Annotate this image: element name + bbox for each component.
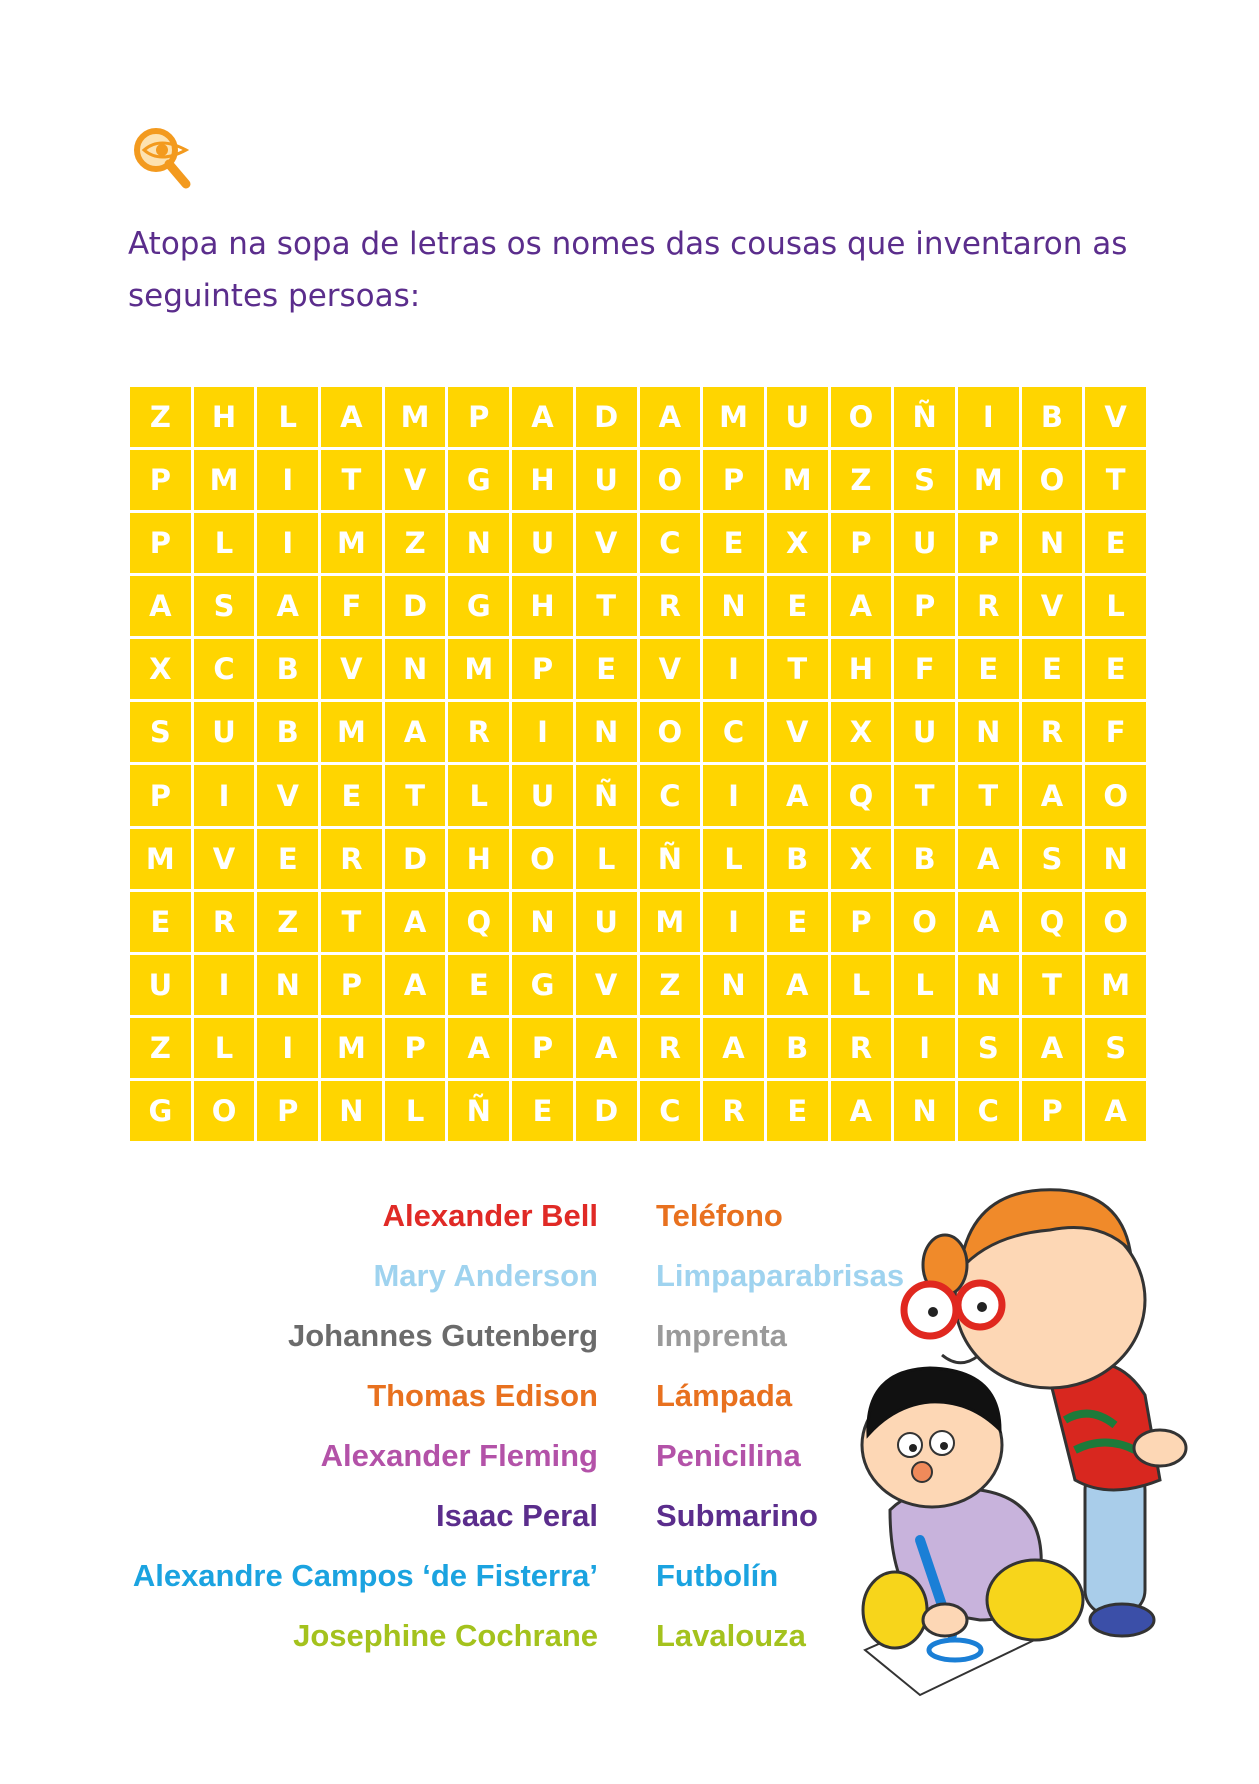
grid-cell[interactable]: A — [767, 955, 828, 1015]
instructions-line-2: seguintes persoas: — [128, 278, 421, 314]
grid-cell[interactable]: R — [958, 576, 1019, 636]
grid-cell[interactable]: M — [958, 450, 1019, 510]
grid-cell[interactable]: T — [321, 450, 382, 510]
grid-cell[interactable]: I — [958, 387, 1019, 447]
grid-cell[interactable]: R — [448, 702, 509, 762]
grid-cell[interactable]: X — [767, 513, 828, 573]
grid-cell[interactable]: U — [576, 892, 637, 952]
grid-cell[interactable]: R — [640, 1018, 701, 1078]
grid-cell[interactable]: L — [257, 387, 318, 447]
grid-cell[interactable]: V — [385, 450, 446, 510]
grid-cell[interactable]: R — [321, 829, 382, 889]
grid-cell[interactable]: P — [385, 1018, 446, 1078]
grid-cell[interactable]: F — [894, 639, 955, 699]
grid-cell[interactable]: Q — [448, 892, 509, 952]
grid-cell[interactable]: N — [1022, 513, 1083, 573]
grid-cell[interactable]: R — [1022, 702, 1083, 762]
grid-cell[interactable]: T — [894, 765, 955, 825]
grid-cell[interactable]: M — [321, 513, 382, 573]
grid-cell[interactable]: P — [703, 450, 764, 510]
inventor-list — [100, 1186, 598, 1666]
grid-cell[interactable]: H — [512, 450, 573, 510]
grid-cell[interactable]: Z — [130, 1018, 191, 1078]
grid-cell[interactable]: A — [576, 1018, 637, 1078]
grid-cell[interactable]: L — [831, 955, 892, 1015]
grid-cell[interactable]: T — [321, 892, 382, 952]
invention-name: Lámpada — [656, 1378, 793, 1413]
grid-cell[interactable]: V — [576, 955, 637, 1015]
grid-cell[interactable]: C — [194, 639, 255, 699]
grid-cell[interactable]: X — [831, 829, 892, 889]
grid-cell[interactable]: I — [894, 1018, 955, 1078]
grid-cell[interactable]: A — [385, 892, 446, 952]
grid-cell[interactable]: P — [130, 513, 191, 573]
grid-cell[interactable]: E — [576, 639, 637, 699]
invention-name: Submarino — [656, 1498, 818, 1533]
grid-cell[interactable]: S — [130, 702, 191, 762]
grid-cell[interactable]: P — [512, 1018, 573, 1078]
grid-cell[interactable]: V — [257, 765, 318, 825]
grid-cell[interactable]: P — [130, 765, 191, 825]
grid-cell[interactable]: O — [894, 892, 955, 952]
grid-cell[interactable]: A — [831, 1081, 892, 1141]
grid-cell[interactable]: B — [257, 639, 318, 699]
grid-cell[interactable]: N — [894, 1081, 955, 1141]
inventor-name: Isaac Peral — [435, 1498, 598, 1533]
grid-cell[interactable]: A — [1022, 1018, 1083, 1078]
grid-cell[interactable]: U — [576, 450, 637, 510]
grid-cell[interactable]: T — [576, 576, 637, 636]
grid-cell[interactable]: I — [257, 1018, 318, 1078]
inventor-name: Johannes Gutenberg — [287, 1318, 598, 1353]
grid-cell[interactable]: G — [512, 955, 573, 1015]
grid-cell[interactable]: Q — [831, 765, 892, 825]
grid-cell[interactable]: D — [385, 576, 446, 636]
grid-cell[interactable]: O — [1022, 450, 1083, 510]
grid-cell[interactable]: E — [512, 1081, 573, 1141]
grid-cell[interactable]: G — [130, 1081, 191, 1141]
grid-cell[interactable]: V — [640, 639, 701, 699]
invention-name: Limpaparabrisas — [656, 1258, 905, 1293]
grid-cell[interactable]: B — [257, 702, 318, 762]
inventor-name: Alexander Bell — [382, 1198, 598, 1233]
grid-cell[interactable]: D — [576, 1081, 637, 1141]
grid-cell[interactable]: I — [194, 765, 255, 825]
grid-cell[interactable]: N — [958, 955, 1019, 1015]
grid-cell[interactable]: M — [194, 450, 255, 510]
grid-cell[interactable]: R — [831, 1018, 892, 1078]
grid-cell[interactable]: N — [448, 513, 509, 573]
grid-cell[interactable]: R — [194, 892, 255, 952]
instructions — [128, 218, 1128, 322]
grid-cell[interactable]: M — [385, 387, 446, 447]
grid-cell[interactable]: A — [385, 702, 446, 762]
grid-cell[interactable]: P — [831, 513, 892, 573]
grid-cell[interactable]: N — [257, 955, 318, 1015]
grid-cell[interactable]: E — [1085, 513, 1146, 573]
grid-cell[interactable]: S — [1085, 1018, 1146, 1078]
grid-cell[interactable]: E — [1022, 639, 1083, 699]
grid-cell[interactable]: U — [767, 387, 828, 447]
instructions-line-1: Atopa na sopa de letras os nomes das cousas que inventaron as — [128, 226, 1128, 262]
grid-cell[interactable]: U — [130, 955, 191, 1015]
grid-cell[interactable]: Ñ — [576, 765, 637, 825]
grid-cell[interactable]: A — [640, 387, 701, 447]
grid-cell[interactable]: P — [257, 1081, 318, 1141]
grid-cell[interactable]: A — [1022, 765, 1083, 825]
grid-cell[interactable]: E — [703, 513, 764, 573]
grid-cell[interactable]: U — [512, 513, 573, 573]
grid-cell[interactable]: M — [321, 1018, 382, 1078]
grid-cell[interactable]: H — [831, 639, 892, 699]
grid-cell[interactable]: X — [130, 639, 191, 699]
magnifier-eye-icon — [126, 126, 196, 194]
grid-cell[interactable]: B — [894, 829, 955, 889]
grid-cell[interactable]: E — [130, 892, 191, 952]
grid-cell[interactable]: M — [767, 450, 828, 510]
grid-cell[interactable]: Ñ — [640, 829, 701, 889]
grid-cell[interactable]: Z — [831, 450, 892, 510]
grid-cell[interactable]: C — [703, 702, 764, 762]
grid-cell[interactable]: D — [385, 829, 446, 889]
grid-cell[interactable]: T — [958, 765, 1019, 825]
grid-cell[interactable]: A — [257, 576, 318, 636]
grid-cell[interactable]: L — [1085, 576, 1146, 636]
grid-cell[interactable]: L — [385, 1081, 446, 1141]
grid-cell[interactable]: O — [640, 702, 701, 762]
grid-cell[interactable]: B — [767, 1018, 828, 1078]
grid-cell[interactable]: N — [703, 576, 764, 636]
grid-cell[interactable]: Q — [1022, 892, 1083, 952]
grid-cell[interactable]: F — [1085, 702, 1146, 762]
grid-cell[interactable]: Ñ — [448, 1081, 509, 1141]
invention-name: Lavalouza — [656, 1618, 806, 1653]
grid-cell[interactable]: A — [512, 387, 573, 447]
grid-cell[interactable]: M — [130, 829, 191, 889]
grid-cell[interactable]: M — [448, 639, 509, 699]
grid-cell[interactable]: G — [448, 450, 509, 510]
grid-cell[interactable]: E — [1085, 639, 1146, 699]
invention-name: Penicilina — [656, 1438, 801, 1473]
grid-cell[interactable]: E — [321, 765, 382, 825]
invention-name: Imprenta — [656, 1318, 787, 1353]
grid-cell[interactable]: A — [958, 892, 1019, 952]
grid-cell[interactable]: I — [512, 702, 573, 762]
grid-cell[interactable]: Z — [257, 892, 318, 952]
grid-cell[interactable]: I — [703, 765, 764, 825]
inventor-name: Josephine Cochrane — [293, 1618, 598, 1653]
grid-cell[interactable]: C — [640, 1081, 701, 1141]
grid-cell[interactable]: A — [321, 387, 382, 447]
grid-cell[interactable]: F — [321, 576, 382, 636]
grid-cell[interactable]: D — [576, 387, 637, 447]
grid-cell[interactable]: I — [703, 639, 764, 699]
grid-cell[interactable]: P — [448, 387, 509, 447]
kids-illustration — [860, 1180, 1205, 1700]
grid-cell[interactable]: E — [257, 829, 318, 889]
grid-cell[interactable]: P — [894, 576, 955, 636]
grid-cell[interactable]: B — [767, 829, 828, 889]
grid-cell[interactable]: E — [958, 639, 1019, 699]
grid-cell[interactable]: V — [767, 702, 828, 762]
grid-cell[interactable]: S — [894, 450, 955, 510]
grid-cell[interactable]: L — [894, 955, 955, 1015]
grid-cell[interactable]: P — [130, 450, 191, 510]
grid-cell[interactable]: R — [703, 1081, 764, 1141]
grid-cell[interactable]: T — [1085, 450, 1146, 510]
grid-cell[interactable]: O — [1085, 892, 1146, 952]
grid-cell[interactable]: N — [958, 702, 1019, 762]
grid-cell[interactable]: P — [512, 639, 573, 699]
grid-cell[interactable]: C — [640, 513, 701, 573]
grid-cell[interactable]: P — [958, 513, 1019, 573]
grid-cell[interactable]: V — [321, 639, 382, 699]
invention-name: Futbolín — [656, 1558, 779, 1593]
grid-cell[interactable]: H — [448, 829, 509, 889]
grid-cell[interactable]: B — [1022, 387, 1083, 447]
grid-cell[interactable]: E — [448, 955, 509, 1015]
grid-cell[interactable]: I — [257, 450, 318, 510]
grid-cell[interactable]: H — [194, 387, 255, 447]
grid-cell[interactable]: X — [831, 702, 892, 762]
grid-cell[interactable]: V — [1085, 387, 1146, 447]
grid-cell[interactable]: V — [576, 513, 637, 573]
grid-cell[interactable]: E — [767, 1081, 828, 1141]
grid-cell[interactable]: N — [321, 1081, 382, 1141]
grid-cell[interactable]: M — [640, 892, 701, 952]
grid-cell[interactable]: P — [321, 955, 382, 1015]
grid-cell[interactable]: A — [1085, 1081, 1146, 1141]
grid-cell[interactable]: L — [194, 1018, 255, 1078]
grid-cell[interactable]: I — [257, 513, 318, 573]
grid-cell[interactable]: E — [767, 892, 828, 952]
grid-cell[interactable]: O — [1085, 765, 1146, 825]
inventor-name: Alexandre Campos ‘de Fisterra’ — [132, 1558, 598, 1593]
grid-cell[interactable]: P — [1022, 1081, 1083, 1141]
grid-cell[interactable]: O — [640, 450, 701, 510]
grid-cell[interactable]: E — [767, 576, 828, 636]
grid-cell[interactable]: O — [512, 829, 573, 889]
grid-cell[interactable]: A — [831, 576, 892, 636]
grid-cell[interactable]: Z — [130, 387, 191, 447]
grid-cell[interactable]: L — [576, 829, 637, 889]
grid-cell[interactable]: H — [512, 576, 573, 636]
grid-cell[interactable]: Z — [385, 513, 446, 573]
grid-cell[interactable]: A — [958, 829, 1019, 889]
grid-cell[interactable]: L — [703, 829, 764, 889]
grid-cell[interactable]: P — [831, 892, 892, 952]
grid-cell[interactable]: O — [194, 1081, 255, 1141]
grid-cell[interactable]: A — [448, 1018, 509, 1078]
grid-cell[interactable]: A — [767, 765, 828, 825]
grid-cell[interactable]: A — [130, 576, 191, 636]
grid-cell[interactable]: G — [448, 576, 509, 636]
grid-cell[interactable]: N — [703, 955, 764, 1015]
grid-cell[interactable]: L — [448, 765, 509, 825]
grid-cell[interactable]: S — [958, 1018, 1019, 1078]
grid-cell[interactable]: T — [385, 765, 446, 825]
inventor-name: Alexander Fleming — [320, 1438, 598, 1473]
grid-cell[interactable]: U — [512, 765, 573, 825]
grid-cell[interactable]: N — [576, 702, 637, 762]
grid-cell[interactable]: T — [1022, 955, 1083, 1015]
grid-cell[interactable]: C — [958, 1081, 1019, 1141]
grid-cell[interactable]: I — [194, 955, 255, 1015]
grid-cell[interactable]: N — [385, 639, 446, 699]
grid-cell[interactable]: A — [385, 955, 446, 1015]
grid-cell[interactable]: C — [640, 765, 701, 825]
grid-cell[interactable]: V — [1022, 576, 1083, 636]
grid-cell[interactable]: U — [194, 702, 255, 762]
grid-cell[interactable]: O — [831, 387, 892, 447]
invention-name: Teléfono — [656, 1198, 783, 1233]
grid-cell[interactable]: Ñ — [894, 387, 955, 447]
grid-cell[interactable]: R — [640, 576, 701, 636]
grid-cell[interactable]: I — [703, 892, 764, 952]
inventor-name: Mary Anderson — [373, 1258, 598, 1293]
grid-cell[interactable]: M — [321, 702, 382, 762]
grid-cell[interactable]: N — [512, 892, 573, 952]
grid-cell[interactable]: U — [894, 513, 955, 573]
grid-cell[interactable]: V — [194, 829, 255, 889]
grid-cell[interactable]: T — [767, 639, 828, 699]
grid-cell[interactable]: M — [1085, 955, 1146, 1015]
grid-cell[interactable]: A — [703, 1018, 764, 1078]
grid-cell[interactable]: M — [703, 387, 764, 447]
grid-cell[interactable]: L — [194, 513, 255, 573]
grid-cell[interactable]: U — [894, 702, 955, 762]
grid-cell[interactable]: S — [1022, 829, 1083, 889]
inventor-name: Thomas Edison — [367, 1378, 598, 1413]
grid-cell[interactable]: Z — [640, 955, 701, 1015]
grid-cell[interactable]: S — [194, 576, 255, 636]
word-search-grid[interactable] — [130, 387, 1146, 1141]
grid-cell[interactable]: N — [1085, 829, 1146, 889]
